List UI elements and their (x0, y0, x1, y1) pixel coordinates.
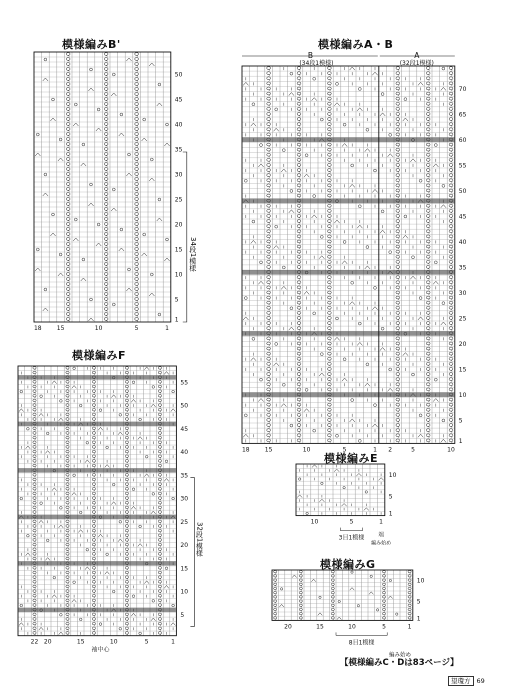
chart-f-row-30: 30 (180, 495, 189, 503)
chart-b-prime-row-30: 30 (174, 171, 183, 179)
chart-e-row-10: 10 (388, 471, 397, 479)
chart-e-cells (296, 464, 385, 516)
chart-f-repeat-bracket (190, 478, 194, 627)
chart-f-row-10: 10 (180, 588, 189, 596)
chart-ab-svg (228, 50, 478, 454)
chart-f-row-55: 55 (180, 379, 189, 387)
chart-b-prime-title: 模様編みB' (62, 38, 121, 51)
chart-ab-title: 模様編みA・B (318, 38, 394, 51)
chart-b-prime-col-1: 1 (165, 325, 169, 332)
chart-e-svg (292, 462, 422, 552)
section-b-label: B (307, 51, 313, 60)
chart-ab-col-5: 2 (388, 446, 393, 454)
chart-f-center-label: 袖中心 (91, 646, 110, 654)
chart-e-col-1: 1 (379, 518, 384, 526)
chart-e-edge-label: 端 (378, 532, 384, 539)
chart-ab-col-3: 5 (342, 446, 347, 454)
chart-g-col-20: 20 (284, 623, 292, 631)
chart-g-repeat-label: 8目1模様 (348, 639, 375, 647)
chart-f-row-20: 20 (180, 542, 189, 550)
chart-f-row-45: 45 (180, 425, 189, 433)
chart-b-prime-cells (34, 52, 171, 322)
chart-f-col-22: 22 (30, 638, 39, 646)
chart-ab-col-4: 1 (373, 446, 377, 454)
chart-f-col-15: 15 (76, 638, 85, 646)
chart-ab-col-7: 10 (447, 446, 455, 454)
chart-f-svg (12, 362, 212, 662)
chart-ab-row-35: 35 (458, 264, 467, 272)
chart-ab-col-1: 15 (264, 446, 273, 454)
chart-e-col-5: 5 (349, 518, 354, 526)
chart-e (292, 462, 422, 552)
chart-f-row-5: 5 (180, 611, 185, 619)
chart-b-prime-row-25: 25 (174, 196, 183, 204)
chart-b-prime-row-15: 15 (174, 246, 183, 254)
chart-f-row-40: 40 (180, 449, 189, 457)
chart-f-title: 模様編みF (72, 349, 127, 362)
chart-ab-row-15: 15 (458, 366, 467, 374)
chart-g-title: 模様編みG (320, 558, 376, 571)
chart-ab-row-5: 5 (458, 417, 463, 425)
chart-e-repeat-label: 3目1模様 (338, 534, 365, 542)
chart-e-repeat-bracket (340, 528, 362, 531)
chart-f-repeat-label: 32段1模様 (195, 522, 204, 557)
page-number-value: 69 (476, 677, 485, 685)
chart-b-prime-row-45: 45 (174, 96, 183, 104)
chart-ab-row-40: 40 (458, 238, 467, 246)
chart-ab-cells (242, 66, 455, 443)
chart-b-prime (28, 50, 197, 342)
chart-g-col-1: 1 (407, 623, 412, 631)
chart-ab-row-70: 70 (458, 85, 467, 93)
chart-b-prime-col-15: 15 (56, 325, 65, 332)
chart-b-prime-col-10: 10 (94, 325, 103, 332)
chart-g (268, 568, 443, 659)
chart-g-col-5: 5 (382, 623, 386, 631)
chart-ab-row-30: 30 (458, 289, 467, 297)
chart-e-col-10: 10 (310, 518, 319, 526)
chart-g-svg (268, 568, 443, 659)
chart-f-col-10: 10 (109, 638, 118, 646)
chart-b-prime-row-50: 50 (174, 71, 183, 79)
chart-e-row-5: 5 (388, 493, 393, 501)
footnote: 【模様編みC・Dは83ページ】 (340, 658, 459, 668)
chart-ab-row-60: 60 (458, 136, 467, 144)
chart-ab-row-45: 45 (458, 213, 467, 221)
chart-g-row-10: 10 (416, 577, 425, 585)
section-a-label: A (414, 51, 420, 60)
chart-f (12, 362, 212, 662)
chart-f-col-20: 20 (43, 638, 52, 646)
section-b-sublabel: (34段1模様) (299, 60, 334, 67)
chart-g-cells (272, 570, 413, 620)
chart-g-row-5: 5 (416, 598, 421, 606)
chart-ab-row-1: 1 (458, 437, 463, 445)
chart-e-row-1: 1 (388, 510, 393, 518)
chart-e-title: 模様編みE (324, 452, 379, 465)
chart-f-row-15: 15 (180, 565, 189, 573)
chart-b-prime-row-20: 20 (174, 221, 183, 229)
chart-b-prime-row-5: 5 (174, 296, 179, 304)
page-label: 望瓊方 (448, 676, 474, 686)
chart-g-col-10: 10 (348, 623, 356, 631)
chart-ab-row-55: 55 (458, 162, 467, 170)
chart-f-row-50: 50 (180, 402, 189, 410)
chart-ab-col-6: 5 (411, 446, 415, 454)
chart-b-prime-repeat-label: 34段1模様 (188, 237, 197, 272)
chart-f-row-25: 25 (180, 518, 189, 526)
chart-b-prime-row-10: 10 (174, 271, 183, 279)
chart-b-prime-svg (28, 50, 197, 342)
chart-g-row-1: 1 (416, 615, 421, 623)
chart-g-repeat-bracket (336, 632, 387, 635)
chart-ab-row-65: 65 (458, 111, 467, 119)
chart-ab-row-10: 10 (458, 391, 467, 399)
chart-ab-col-0: 18 (241, 446, 250, 454)
chart-ab-row-25: 25 (458, 315, 467, 323)
chart-e-start-label: 編み始め (371, 540, 392, 547)
section-a-sublabel: (32段1模様) (399, 60, 434, 67)
chart-b-prime-col-5: 5 (134, 325, 139, 332)
chart-ab-row-20: 20 (458, 340, 467, 348)
page-number (448, 676, 485, 685)
chart-ab (228, 50, 478, 454)
chart-b-prime-row-35: 35 (174, 146, 183, 154)
chart-b-prime-row-40: 40 (174, 121, 183, 129)
chart-b-prime-row-1: 1 (174, 316, 179, 324)
chart-g-start-label: 編み始め (388, 652, 412, 659)
chart-ab-row-50: 50 (458, 187, 467, 195)
chart-f-col-5: 5 (144, 638, 149, 646)
chart-b-prime-col-18: 18 (33, 325, 42, 332)
chart-ab-col-2: 10 (302, 446, 311, 454)
chart-f-col-1: 1 (171, 638, 176, 646)
chart-f-cells (18, 366, 176, 636)
chart-f-row-35: 35 (180, 472, 189, 480)
chart-g-col-15: 15 (316, 623, 324, 631)
chart-b-prime-repeat-bracket (183, 152, 187, 322)
